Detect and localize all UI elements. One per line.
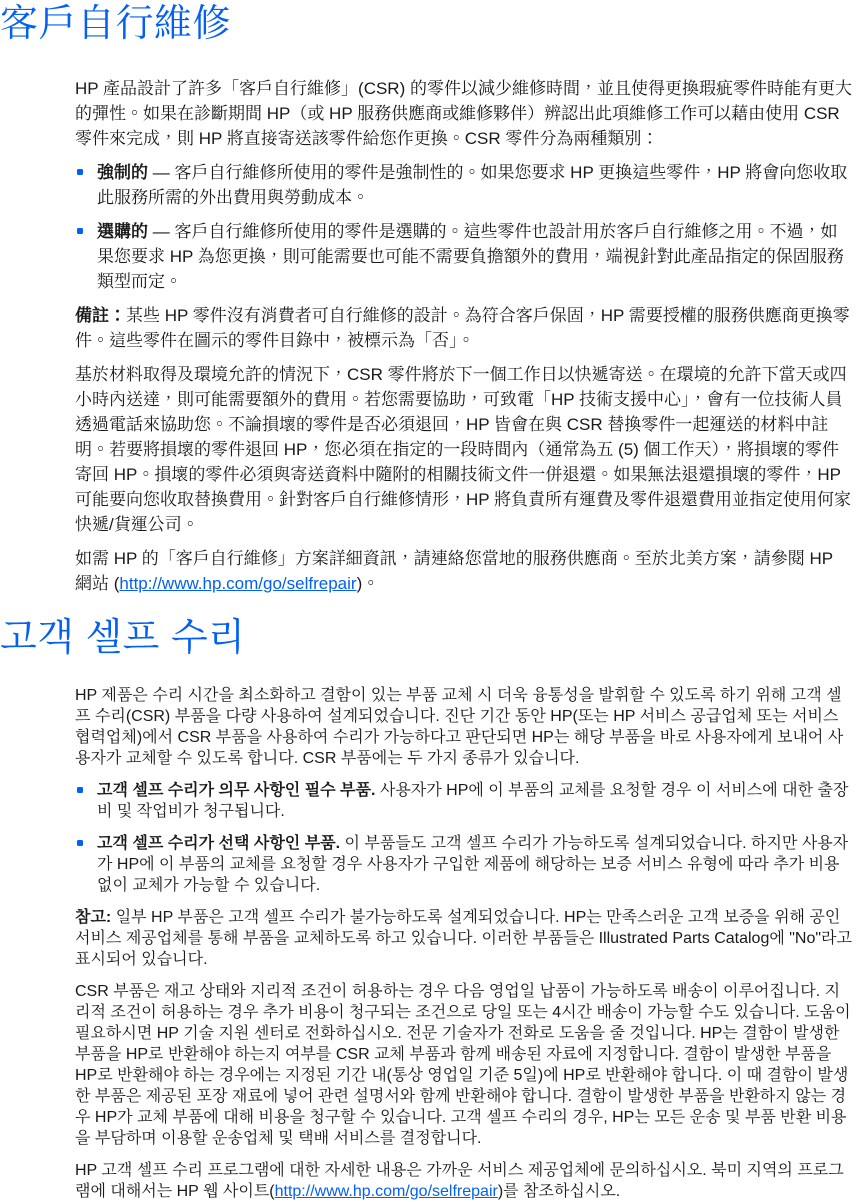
emphasis-text: 고객 셀프 수리가 의무 사항인 필수 부품.: [97, 781, 376, 799]
text-segment: — 客戶自行維修所使用的零件是選購的。這些零件也設計用於客戶自行維修之用。不過，如果您要求 HP 為您更換，則可能需要也可能不需要負擔額外的費用，端視針對此產品指定的保固服務類型而定。: [97, 221, 844, 291]
emphasis-text: 참고:: [75, 908, 112, 926]
section-zh: [0, 4, 857, 596]
text-segment: )를 참조하십시오.: [497, 1182, 621, 1200]
text-segment: 如需 HP 的「客戶自行維修」方案詳細資訊，請連絡您當地的服務供應商。至於北美方案，請參閱 HP 網站 (: [75, 548, 833, 593]
list-item: [75, 833, 854, 896]
list-item: [75, 160, 854, 210]
bullet-list: [75, 160, 854, 294]
paragraph: [75, 76, 854, 151]
emphasis-text: 選購的: [97, 221, 148, 241]
self-repair-link[interactable]: http://www.hp.com/go/selfrepair: [274, 1182, 498, 1200]
text-segment: 일부 HP 부품은 고객 셀프 수리가 불가능하도록 설계되었습니다. HP는 만족스러운 고객 보증을 위해 공인 서비스 제공업체를 통해 부품을 교체하도록 하고 있습니다. 이러한 부품들은 Illustrated Parts Catalog에 "No"라고 표시되어 있습니다.: [75, 908, 852, 968]
emphasis-text: 備註：: [75, 305, 126, 325]
list-item: [75, 219, 854, 294]
self-repair-link[interactable]: http://www.hp.com/go/selfrepair: [119, 573, 357, 593]
bullet-list: [75, 780, 854, 896]
text-segment: — 客戶自行維修所使用的零件是強制性的。如果您要求 HP 更換這些零件，HP 將會向您收取此服務所需的外出費用與勞動成本。: [97, 162, 848, 207]
text-segment: 사용자가 HP에 이 부품의 교체를 요청할 경우 이 서비스에 대한 출장비 및 작업비가 청구됩니다.: [97, 781, 849, 820]
text-segment: 某些 HP 零件沒有消費者可自行維修的設計。為符合客戶保固，HP 需要授權的服務供應商更換零件。這些零件在圖示的零件目錄中，被標示為「否」。: [75, 305, 850, 350]
text-segment: 基於材料取得及環境允許的情況下，CSR 零件將於下一個工作日以快遞寄送。在環境的允許下當天或四小時內送達，則可能需要額外的費用。若您需要協助，可致電「HP 技術支援中心」，會有一位技術人員透過電話來協助您。不論損壞的零件是否必須退回，HP 皆會在與 CSR 替換零件一起運送的材料中註明。若要將損壞的零件退回 HP，您必須在指定的一段時間內（通常為五 (5) 個工作天），將損壞的零件寄回 HP。損壞的零件必須與寄送資料中隨附的相關技術文件一併退還。如果無法退還損壞的零件，HP 可能要向您收取替換費用。針對客戶自行維修情形，HP 將負責所有運費及零件退還費用並指定使用何家快遞/貨運公司。: [75, 364, 852, 534]
paragraph: [75, 907, 854, 970]
section-heading-ko: 고객 셀프 수리: [0, 616, 246, 659]
section-ko: [0, 618, 857, 1202]
section-content: [75, 76, 854, 596]
emphasis-text: 고객 셀프 수리가 선택 사항인 부품.: [97, 834, 341, 852]
text-segment: HP 고객 셀프 수리 프로그램에 대한 자세한 내용은 가까운 서비스 제공업체에 문의하십시오. 북미 지역의 프로그램에 대해서는 HP 웹 사이트(: [75, 1161, 844, 1200]
paragraph: [75, 303, 854, 353]
list-item: [75, 780, 854, 822]
section-content: [75, 685, 854, 1202]
paragraph: [75, 981, 854, 1149]
text-segment: HP 제품은 수리 시간을 최소화하고 결함이 있는 부품 교체 시 더욱 융통성을 발휘할 수 있도록 하기 위해 고객 셀프 수리(CSR) 부품을 다량 사용하여 설계되었습니다. 진단 기간 동안 HP(또는 HP 서비스 공급업체 또는 서비스 협력업체)에서 CSR 부품을 사용하여 수리가 가능하다고 판단되면 HP는 해당 부품을 바로 사용자에게 보내어 사용자가 교체할 수 있도록 합니다. CSR 부품에는 두 가지 종류가 있습니다.: [75, 686, 844, 767]
text-segment: HP 產品設計了許多「客戶自行維修」(CSR) 的零件以減少維修時間，並且使得更換瑕疵零件時能有更大的彈性。如果在診斷期間 HP（或 HP 服務供應商或維修夥伴）辨認出此項維修工作可以藉由使用 CSR 零件來完成，則 HP 將直接寄送該零件給您作更換。CSR 零件分為兩種類別：: [75, 78, 852, 148]
emphasis-text: 強制的: [97, 162, 148, 182]
paragraph: [75, 685, 854, 769]
paragraph: [75, 362, 854, 537]
section-heading-zh: 客戶自行維修: [0, 3, 232, 45]
paragraph: [75, 1160, 854, 1202]
text-segment: )。: [356, 573, 380, 593]
paragraph: [75, 546, 854, 596]
text-segment: CSR 부품은 재고 상태와 지리적 조건이 허용하는 경우 다음 영업일 납품이 가능하도록 배송이 이루어집니다. 지리적 조건이 허용하는 경우 추가 비용이 청구되는 조건으로 당일 또는 4시간 배송이 가능할 수도 있습니다. 도움이 필요하시면 HP 기술 지원 센터로 전화하십시오. 전문 기술자가 전화로 도움을 줄 것입니다. HP는 결함이 발생한 부품을 HP로 반환해야 하는지 여부를 CSR 교체 부품과 함께 배송된 자료에 지정합니다. 결함이 발생한 부품을 HP로 반환해야 하는 경우에는 지정된 기간 내(통상 영업일 기준 5일)에 HP로 반환해야 합니다. 이 때 결함이 발생한 부품은 제공된 포장 재료에 넣어 관련 설명서와 함께 반환해야 합니다. 결함이 발생한 부품을 반환하지 않는 경우 HP가 교체 부품에 대해 비용을 청구할 수 있습니다. 고객 셀프 수리의 경우, HP는 모든 운송 및 부품 반환 비용을 부담하며 이용할 운송업체 및 택배 서비스를 결정합니다.: [75, 982, 851, 1147]
text-segment: 이 부품들도 고객 셀프 수리가 가능하도록 설계되었습니다. 하지만 사용자가 HP에 이 부품의 교체를 요청할 경우 사용자가 구입한 제품에 해당하는 보증 서비스 유형에 따라 추가 비용 없이 교체가 가능할 수 있습니다.: [97, 834, 849, 894]
